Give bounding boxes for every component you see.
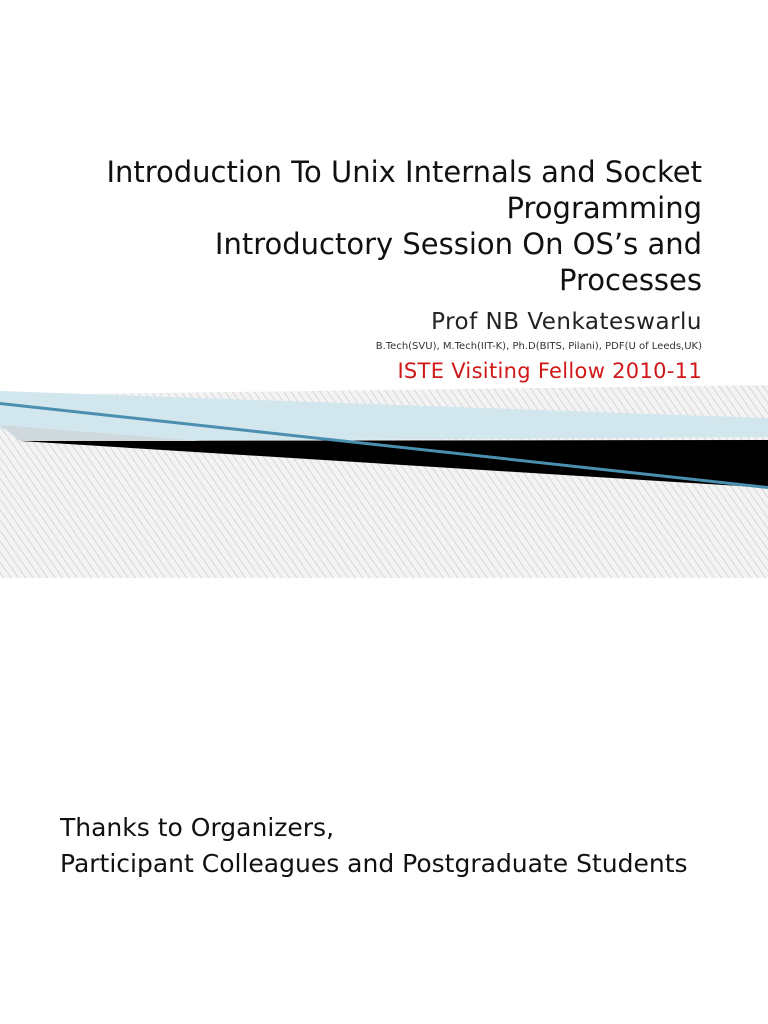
thanks-slide — [0, 578, 768, 1024]
title-line-4: Processes — [559, 263, 702, 297]
title-line-3: Introductory Session On OS’s and — [214, 227, 702, 261]
title-line-2: Programming — [506, 191, 702, 225]
author-qualifications: B.Tech(SVU), M.Tech(IIT-K), Ph.D(BITS, Pilani), PDF(U of Leeds,UK) — [375, 341, 702, 352]
author-name: Prof NB Venkateswarlu — [431, 309, 702, 335]
title-line-1: Introduction To Unix Internals and Socket — [106, 155, 702, 189]
slide-title — [42, 154, 702, 298]
fellowship-line: ISTE Visiting Fellow 2010-11 — [397, 359, 702, 383]
thanks-line-1: Thanks to Organizers, — [60, 813, 335, 842]
thanks-text — [60, 810, 760, 882]
thanks-line-2: Participant Colleagues and Postgraduate Students — [60, 849, 688, 878]
decorative-band — [0, 385, 768, 578]
